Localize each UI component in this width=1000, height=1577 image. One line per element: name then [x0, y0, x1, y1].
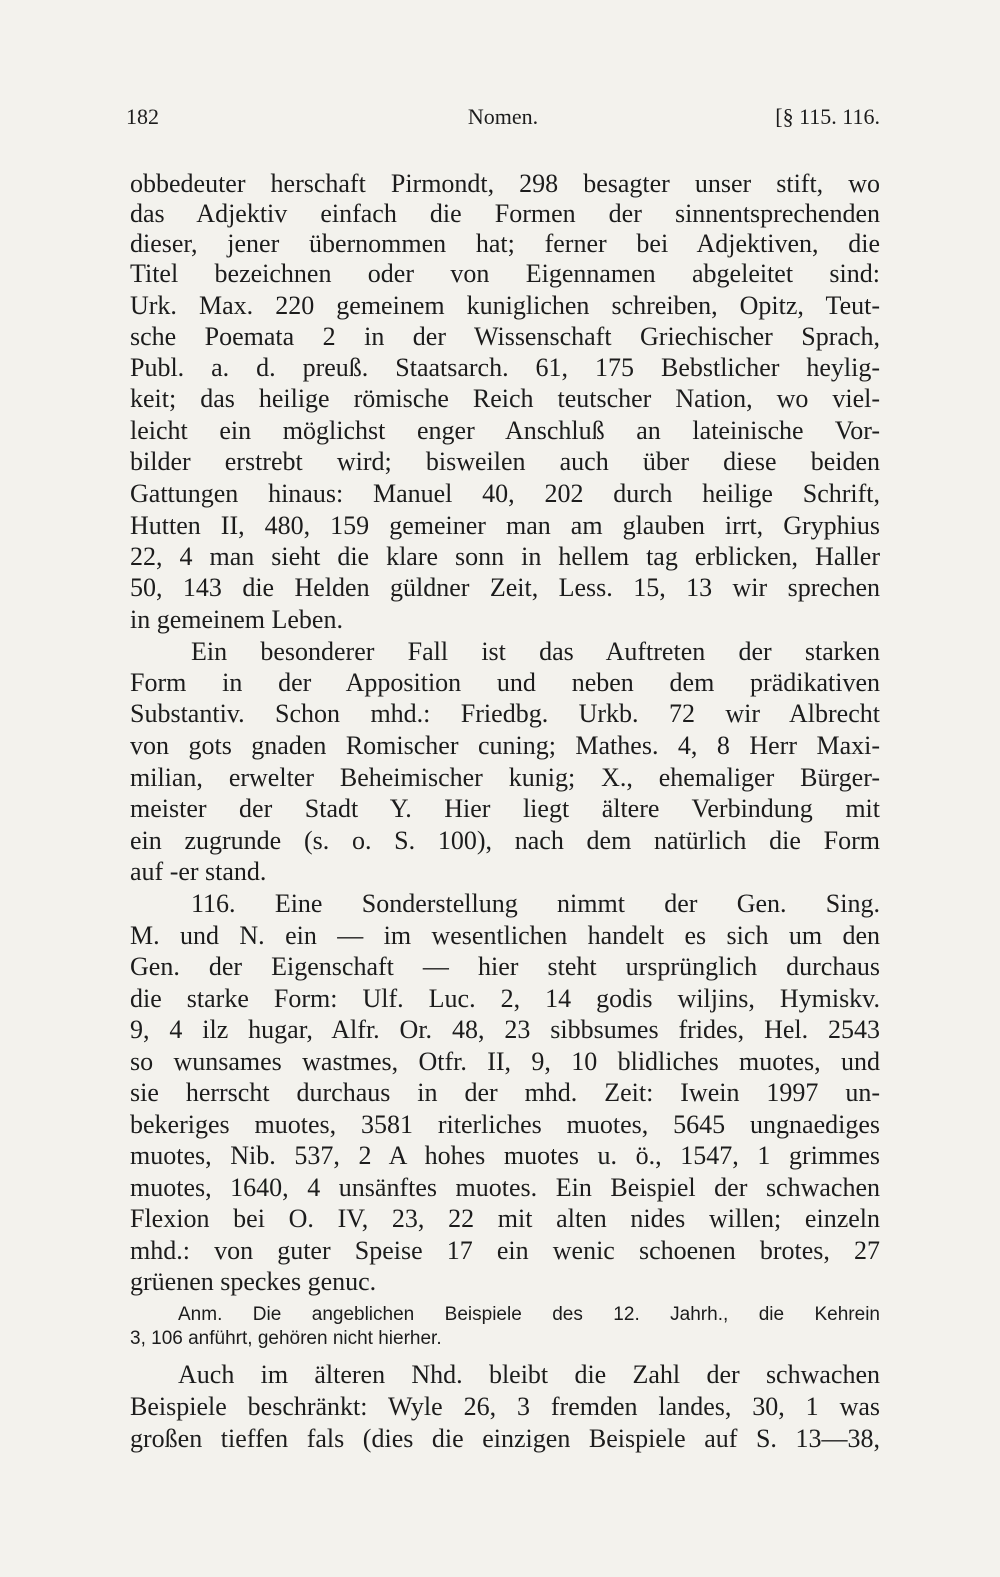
- running-header: [126, 104, 880, 134]
- text-line: 9, 4 ilz hugar, Alfr. Or. 48, 23 sibbsumes frides, Hel. 2543: [130, 1015, 880, 1044]
- text-line: so wunsames wastmes, Otfr. II, 9, 10 blidliches muotes, und: [130, 1047, 880, 1076]
- text-line: die starke Form: Ulf. Luc. 2, 14 godis wiljins, Hymiskv.: [130, 984, 880, 1013]
- text-line: Flexion bei O. IV, 23, 22 mit alten nides willen; einzeln: [130, 1204, 880, 1233]
- text-line: keit; das heilige römische Reich teutscher Nation, wo viel-: [130, 384, 880, 413]
- text-line: mhd.: von guter Speise 17 ein wenic schoenen brotes, 27: [130, 1236, 880, 1265]
- text-line: dieser, jener übernommen hat; ferner bei Adjektiven, die: [130, 229, 880, 258]
- text-line: Form in der Apposition und neben dem prädikativen: [130, 668, 880, 697]
- section-reference: [§ 115. 116.: [775, 104, 880, 129]
- text-line: Beispiele beschränkt: Wyle 26, 3 fremden landes, 30, 1 was: [130, 1392, 880, 1421]
- note-line: Anm. Die angeblichen Beispiele des 12. Jahrh., die Kehrein: [178, 1304, 880, 1325]
- text-line: auf -er stand.: [130, 857, 267, 886]
- text-line: leicht ein möglichst enger Anschluß an lateinische Vor-: [130, 416, 880, 445]
- text-line: bilder erstrebt wird; bisweilen auch über diese beiden: [130, 447, 880, 476]
- text-line: meister der Stadt Y. Hier liegt ältere Verbindung mit: [130, 794, 880, 823]
- text-line: Urk. Max. 220 gemeinem kuniglichen schreiben, Opitz, Teut-: [130, 291, 880, 320]
- text-line: muotes, Nib. 537, 2 A hohes muotes u. ö., 1547, 1 grimmes: [130, 1141, 880, 1170]
- paragraph-first-line: Auch im älteren Nhd. bleibt die Zahl der schwachen: [178, 1360, 880, 1389]
- text-line: 50, 143 die Helden güldner Zeit, Less. 15, 13 wir sprechen: [130, 573, 880, 602]
- text-line: M. und N. ein — im wesentlichen handelt es sich um den: [130, 921, 880, 950]
- text-line: Publ. a. d. preuß. Staatsarch. 61, 175 Bebstlicher heylig-: [130, 353, 880, 382]
- running-title: Nomen.: [467, 104, 539, 129]
- text-line: sie herrscht durchaus in der mhd. Zeit: Iwein 1997 un-: [130, 1078, 880, 1107]
- text-line: Titel bezeichnen oder von Eigennamen abgeleitet sind:: [130, 259, 880, 288]
- text-line: bekeriges muotes, 3581 riterliches muotes, 5645 ungnaediges: [130, 1110, 880, 1139]
- text-line: milian, erwelter Beheimischer kunig; X., ehemaliger Bürger-: [130, 763, 880, 792]
- text-line: Gen. der Eigenschaft — hier steht ursprünglich durchaus: [130, 952, 880, 981]
- text-line: großen tieffen fals (dies die einzigen Beispiele auf S. 13—38,: [130, 1424, 880, 1453]
- text-line: muotes, 1640, 4 unsänftes muotes. Ein Beispiel der schwachen: [130, 1173, 880, 1202]
- page-number: 182: [126, 104, 159, 129]
- note-line: 3, 106 anführt, gehören nicht hierher.: [130, 1328, 442, 1349]
- text-line: grüenen speckes genuc.: [130, 1267, 377, 1296]
- text-line: Gattungen hinaus: Manuel 40, 202 durch heilige Schrift,: [130, 479, 880, 508]
- text-line: sche Poemata 2 in der Wissenschaft Griechischer Sprach,: [130, 322, 880, 351]
- text-line: Substantiv. Schon mhd.: Friedbg. Urkb. 72 wir Albrecht: [130, 699, 880, 728]
- text-line: 22, 4 man sieht die klare sonn in hellem tag erblicken, Haller: [130, 542, 880, 571]
- paragraph-first-line: Ein besonderer Fall ist das Auftreten der starken: [191, 637, 880, 666]
- text-line: in gemeinem Leben.: [130, 605, 343, 634]
- text-line: von gots gnaden Romischer cuning; Mathes. 4, 8 Herr Maxi-: [130, 731, 880, 760]
- text-line: Hutten II, 480, 159 gemeiner man am glauben irrt, Gryphius: [130, 511, 880, 540]
- section-heading-line: 116. Eine Sonderstellung nimmt der Gen. Sing.: [191, 889, 880, 918]
- text-line: ein zugrunde (s. o. S. 100), nach dem natürlich die Form: [130, 826, 880, 855]
- text-line: obbedeuter herschaft Pirmondt, 298 besagter unser stift, wo: [130, 169, 880, 198]
- text-line: das Adjektiv einfach die Formen der sinnentsprechenden: [130, 199, 880, 228]
